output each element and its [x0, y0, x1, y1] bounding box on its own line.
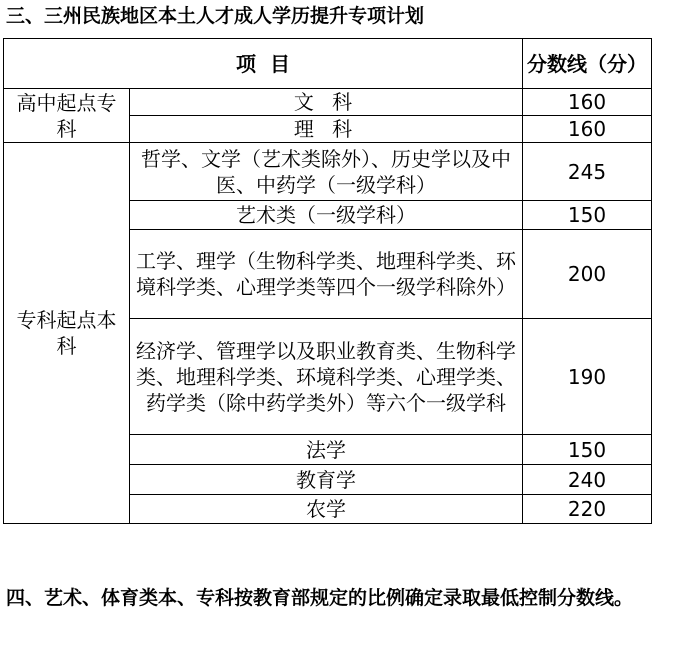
subject-cell: 经济学、管理学以及职业教育类、生物科学类、地理科学类、环境科学类、心理学类、药学类（除中药学类外）等六个一级学科 — [130, 319, 523, 435]
category-cell: 高中起点专科 — [4, 89, 130, 143]
table-row — [4, 89, 652, 116]
score-cell: 240 — [523, 465, 652, 495]
score-cell: 160 — [523, 116, 652, 143]
score-cell: 200 — [523, 230, 652, 319]
category-cell: 专科起点本科 — [4, 143, 130, 524]
subject-cell: 艺术类（一级学科） — [130, 201, 523, 230]
score-cell: 160 — [523, 89, 652, 116]
score-cell: 245 — [523, 143, 652, 201]
section-title: 三、三州民族地区本土人才成人学历提升专项计划 — [6, 5, 425, 27]
subject-cell: 文 科 — [130, 89, 523, 116]
subject-cell: 农学 — [130, 495, 523, 524]
subject-cell: 理 科 — [130, 116, 523, 143]
table-header-row — [4, 39, 652, 89]
header-score: 分数线（分） — [523, 39, 652, 89]
subject-cell: 法学 — [130, 435, 523, 465]
table-row — [4, 143, 652, 201]
footer-note: 四、艺术、体育类本、专科按教育部规定的比例确定录取最低控制分数线。 — [6, 587, 634, 609]
score-cell: 190 — [523, 319, 652, 435]
subject-cell: 教育学 — [130, 465, 523, 495]
score-cell: 150 — [523, 435, 652, 465]
score-cell: 150 — [523, 201, 652, 230]
subject-cell: 哲学、文学（艺术类除外）、历史学以及中医、中药学（一级学科） — [130, 143, 523, 201]
subject-cell: 工学、理学（生物科学类、地理科学类、环境科学类、心理学类等四个一级学科除外） — [130, 230, 523, 319]
score-cell: 220 — [523, 495, 652, 524]
header-item: 项 目 — [4, 39, 523, 89]
score-table — [3, 38, 652, 524]
